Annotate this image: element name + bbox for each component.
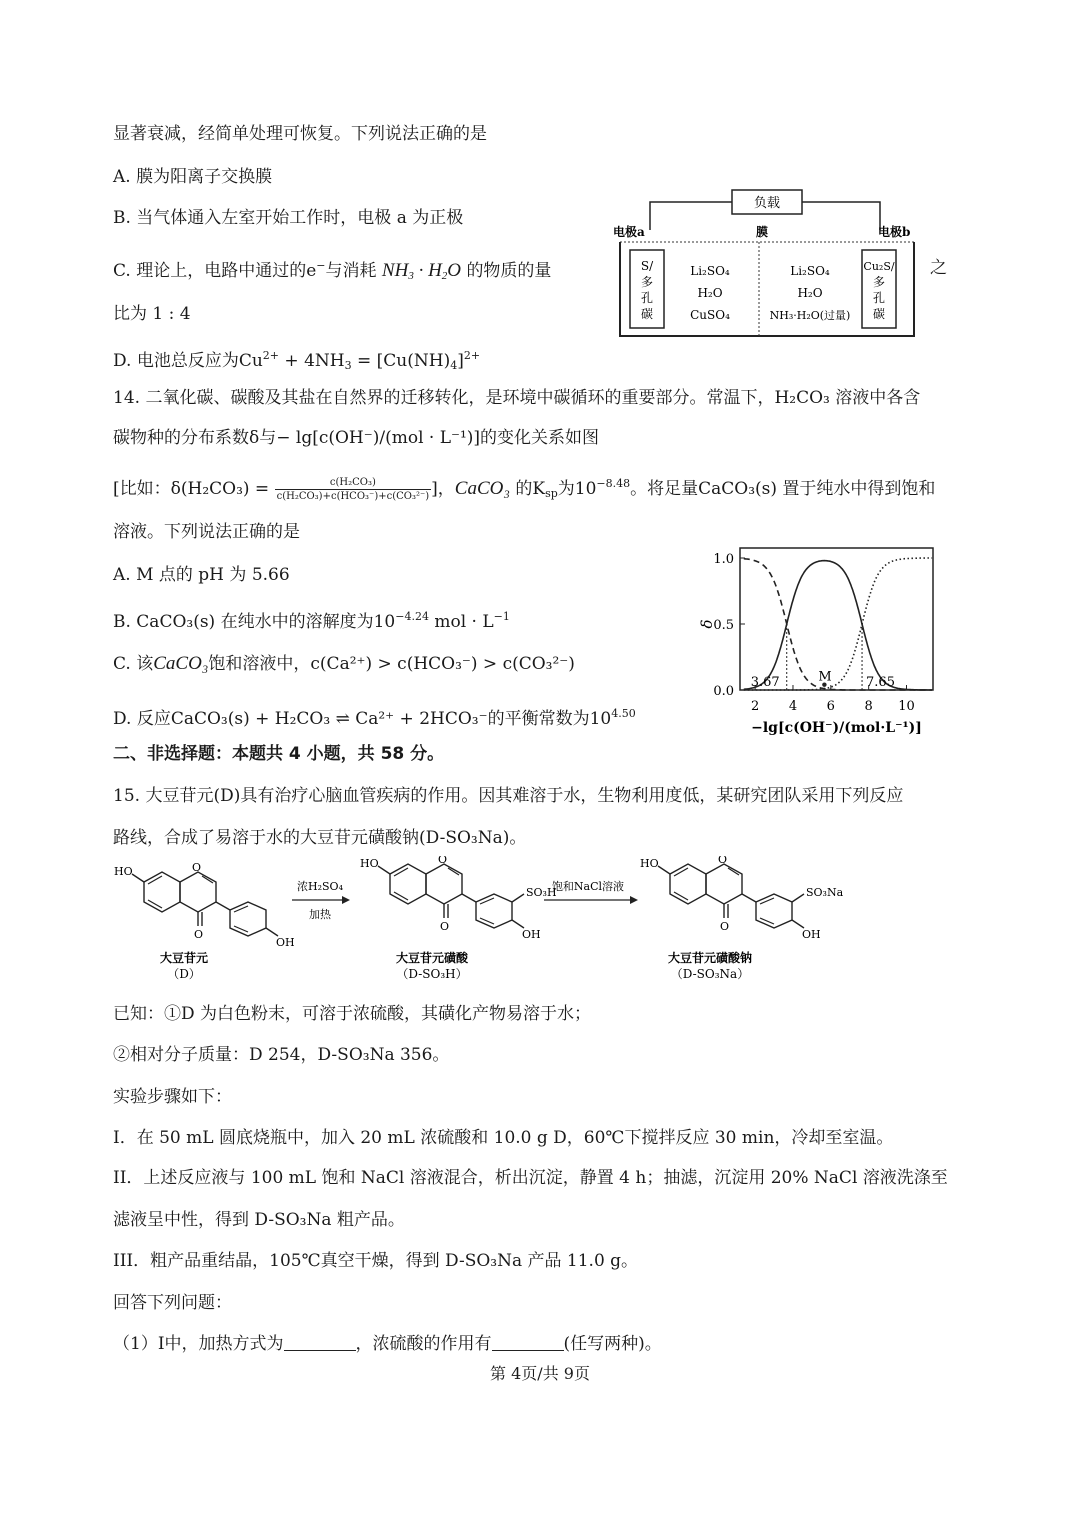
q14-stem-line1: 14. 二氧化碳、碳酸及其盐在自然界的迁移转化，是环境中碳循环的重要部分。常温下，H₂CO₃ 溶液中各含 — [113, 388, 921, 408]
q15-sub-question-1: （1）I中，加热方式为 ，浓硫酸的作用有 (任写两种)。 — [113, 1334, 662, 1354]
reaction-scheme — [110, 856, 870, 986]
answer-blank-1[interactable] — [284, 1332, 356, 1351]
right-solution-2: H₂O — [797, 286, 823, 300]
plot-frame — [740, 548, 933, 690]
y-tick-label: 0.5 — [713, 618, 734, 633]
load-label: 负载 — [753, 196, 781, 211]
svg-text:S/: S/ — [640, 259, 654, 273]
svg-text:加热: 加热 — [309, 908, 331, 921]
svg-text:O: O — [438, 856, 448, 866]
svg-text:HO: HO — [114, 865, 133, 878]
svg-text:多: 多 — [872, 275, 886, 289]
q15-step-2: II．上述反应液与 100 mL 饱和 NaCl 溶液混合，析出沉淀，静置 4 h；抽滤，沉淀用 20% NaCl 溶液洗涤至 — [113, 1168, 948, 1188]
svg-text:SO₃H: SO₃H — [526, 886, 557, 899]
svg-text:碳: 碳 — [640, 307, 654, 321]
compound-d-so3h — [360, 856, 557, 941]
y-tick-label: 1.0 — [713, 552, 734, 567]
q14-stem-line2: 碳物种的分布系数δ与− lg[c(OH⁻)/(mol · L⁻¹)]的变化关系如图 — [113, 428, 600, 448]
answer-blank-2[interactable] — [492, 1332, 564, 1351]
q15-step-2-cont: 滤液呈中性，得到 D-SO₃Na 粗产品。 — [113, 1210, 405, 1230]
svg-text:O: O — [440, 920, 450, 933]
electrode-a-label: 电极a — [613, 225, 645, 239]
left-solution-2: H₂O — [697, 286, 723, 300]
q13-stem-end: 显著衰减，经简单处理可恢复。下列说法正确的是 — [113, 124, 487, 144]
x-tick-label: 4 — [788, 699, 798, 714]
svg-text:孔: 孔 — [872, 291, 886, 305]
y-tick-label: 0.0 — [713, 684, 734, 699]
svg-text:饱和NaCl溶液: 饱和NaCl溶液 — [551, 880, 625, 893]
q14-option-d: D. 反应CaCO₃(s) + H₂CO₃ ⇌ Ca²⁺ + 2HCO₃⁻的平衡常数为$10^{4.50}$ — [113, 707, 636, 729]
x-axis-label: −lg[c(OH⁻)/(mol·L⁻¹)] — [751, 720, 922, 736]
svg-text:浓H₂SO₄: 浓H₂SO₄ — [297, 880, 343, 893]
crossing-label-left: 3.67 — [750, 675, 780, 690]
page-footer: 第 4页/共 9页 — [490, 1364, 590, 1383]
electrode-b-label: 电极b — [878, 225, 911, 239]
q15-known-2: ②相对分子质量：D 254，D-SO₃Na 356。 — [113, 1045, 450, 1065]
x-tick-label: 2 — [750, 699, 760, 714]
left-solution-1: Li₂SO₄ — [690, 264, 730, 278]
q14-option-c: C. 该CaCO₃饱和溶液中，c(Ca²⁺) > c(HCO₃⁻) > c(CO₃²⁻) — [113, 653, 575, 674]
svg-text:OH: OH — [802, 928, 821, 941]
q13-option-c-line2: 比为 1 : 4 — [113, 304, 191, 324]
compound-d-so3h-code: （D-SO₃H） — [396, 967, 468, 981]
q15-stem-line2: 路线，合成了易溶于水的大豆苷元磺酸钠(D-SO₃Na)。 — [113, 828, 527, 848]
svg-text:碳: 碳 — [872, 307, 886, 321]
series-solid — [744, 561, 932, 690]
q15-stem-line1: 15. 大豆苷元(D)具有治疗心脑血管疾病的作用。因其难溶于水，生物利用度低，某研究团队采用下列反应 — [113, 786, 904, 806]
svg-text:SO₃Na: SO₃Na — [806, 886, 844, 899]
crossing-label-right: 7.65 — [866, 675, 895, 690]
q15-known-1: 已知：①D 为白色粉末，可溶于浓硫酸，其磺化产物易溶于水； — [113, 1004, 592, 1024]
q13-option-a: A. 膜为阳离子交换膜 — [113, 167, 273, 187]
distribution-chart — [690, 540, 950, 745]
q15-steps-title: 实验步骤如下： — [113, 1087, 232, 1107]
q14-stem-line3: [比如：δ(H₂CO₃) = $\frac{\text{c(H₂CO₃)}}{\text{c(H₂CO₃)+c(HCO₃⁻)+c(CO₃²⁻)}}$ ]，CaCO₃ 的$K_{sp}$为$10^{-8.48}$。将足量CaCO₃(s) 置于纯水中得到饱和 — [113, 477, 936, 502]
x-tick-label: 8 — [864, 699, 873, 714]
svg-text:Cu₂S/: Cu₂S/ — [863, 260, 895, 273]
x-tick-label: 6 — [826, 699, 835, 714]
svg-text:多: 多 — [640, 275, 654, 289]
membrane-label: 膜 — [755, 225, 769, 239]
svg-text:孔: 孔 — [640, 291, 654, 305]
right-solution-1: Li₂SO₄ — [790, 264, 830, 278]
delta-fraction: $\frac{\text{c(H₂CO₃)}}{\text{c(H₂CO₃)+c(HCO₃⁻)+c(CO₃²⁻)}}$ — [276, 477, 430, 502]
q13-option-d: D. 电池总反应为$Cu^{2+} + 4NH_3 = [Cu(NH)_4]^{2+}$ — [113, 349, 481, 372]
q13-option-c: C. 理论上，电路中通过的e−与消耗 $NH_3 \cdot H_2O$ 的物质的量 — [113, 259, 552, 282]
section-heading: 二、非选择题：本题共 4 小题，共 58 分。 — [113, 744, 445, 764]
left-solution-3: CuSO₄ — [690, 308, 730, 322]
q14-option-a: A. M 点的 pH 为 5.66 — [113, 565, 290, 585]
svg-text:OH: OH — [276, 936, 295, 949]
svg-text:OH: OH — [522, 928, 541, 941]
svg-text:HO: HO — [640, 857, 659, 870]
compound-d-code: （D） — [167, 967, 201, 981]
y-axis-label: δ — [698, 619, 716, 629]
svg-text:HO: HO — [360, 857, 379, 870]
q15-step-1: I．在 50 mL 圆底烧瓶中，加入 20 mL 浓硫酸和 10.0 g D，60℃下搅拌反应 30 min，冷却至室温。 — [113, 1128, 894, 1148]
svg-text:O: O — [718, 856, 728, 866]
compound-d-so3na — [640, 856, 844, 941]
svg-text:O: O — [194, 928, 204, 941]
q15-step-3: III．粗产品重结晶，105℃真空干燥，得到 D-SO₃Na 产品 11.0 g。 — [113, 1251, 639, 1271]
point-m-label: M — [818, 669, 832, 685]
compound-d-name: 大豆苷元 — [159, 951, 209, 965]
right-solution-3: NH₃·H₂O(过量) — [769, 309, 851, 322]
compound-d-so3na-name: 大豆苷元磺酸钠 — [667, 951, 753, 965]
q14-stem-line4: 溶液。下列说法正确的是 — [113, 522, 300, 542]
q15-answer-title: 回答下列问题： — [113, 1293, 232, 1313]
compound-d-so3h-name: 大豆苷元磺酸 — [395, 951, 469, 965]
q13-option-b: B. 当气体通入左室开始工作时，电极 a 为正极 — [113, 208, 464, 228]
x-tick-label: 10 — [898, 699, 915, 714]
q14-option-b: B. CaCO₃(s) 在纯水中的溶解度为$10^{-4.24}$ mol · $L^{-1}$ — [113, 610, 510, 632]
svg-text:O: O — [720, 920, 730, 933]
svg-text:O: O — [192, 861, 202, 874]
battery-diagram — [612, 186, 922, 344]
compound-d-so3na-code: （D-SO₃Na） — [670, 967, 750, 981]
q13-option-c-tail: 之 — [930, 258, 947, 278]
compound-d — [114, 861, 295, 949]
